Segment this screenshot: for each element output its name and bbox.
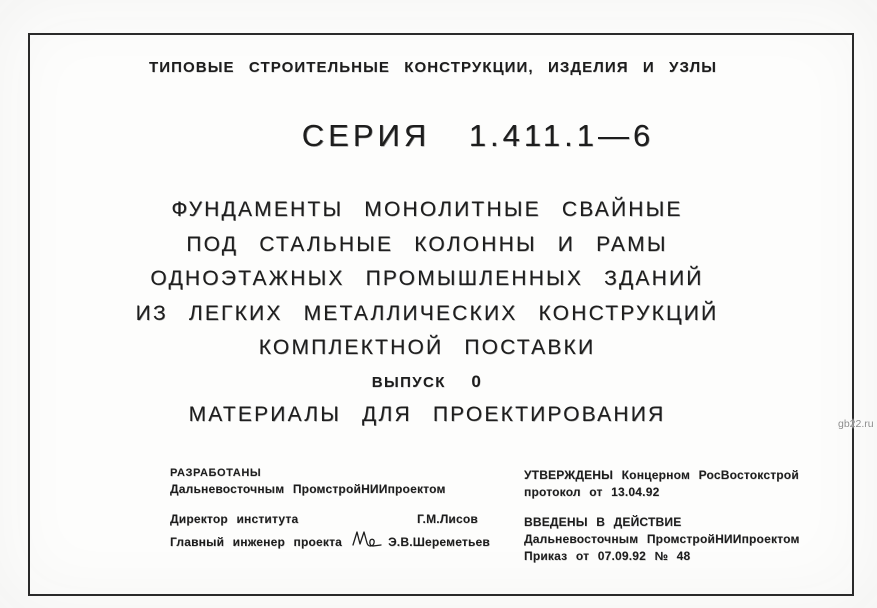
title-line-1: ФУНДАМЕНТЫ МОНОЛИТНЫЕ СВАЙНЫЕ [171, 198, 683, 221]
title-line-3: ОДНОЭТАЖНЫХ ПРОМЫШЛЕННЫХ ЗДАНИЙ [150, 267, 704, 290]
order-line: Приказ от 07.09.92 № 48 [524, 549, 691, 563]
title-block [16, 193, 838, 432]
issue-label: ВЫПУСК [371, 373, 446, 391]
developed-organization: Дальневосточным ПромстройНИИпроектом [170, 482, 446, 496]
signature-icon [350, 528, 384, 555]
title-line-2: ПОД СТАЛЬНЫЕ КОЛОННЫ И РАМЫ [186, 232, 668, 256]
document-subtitle: МАТЕРИАЛЫ ДЛЯ ПРОЕКТИРОВАНИЯ [188, 402, 666, 426]
developed-label: РАЗРАБОТАНЫ [170, 467, 262, 479]
issue-line [16, 366, 838, 398]
director-role: Директор института [170, 512, 299, 526]
director-row [170, 511, 478, 528]
effect-line: ВВЕДЕНЫ В ДЕЙСТВИЕ [524, 515, 682, 529]
series-title: СЕРИЯ 1.411.1—6 [301, 118, 655, 153]
issue-number: 0 [471, 371, 483, 391]
chief-engineer-row [170, 528, 491, 551]
title-line-5: КОМПЛЕКТНОЙ ПОСТАВКИ [258, 336, 596, 359]
approved-line: УТВЕРЖДЕНЫ Концерном РосВостокстрой [524, 468, 799, 482]
effect-organization: Дальневосточным ПромстройНИИпроектом [524, 532, 800, 546]
approved-by-block [524, 467, 840, 565]
director-name: Г.М.Лисов [417, 512, 478, 526]
document-type-heading: ТИПОВЫЕ СТРОИТЕЛЬНЫЕ КОНСТРУКЦИИ, ИЗДЕЛИЯ И УЗЛЫ [149, 59, 717, 76]
watermark: gb22.ru [838, 418, 874, 430]
chief-engineer-role: Главный инженер проекта [170, 535, 343, 549]
title-line-4: ИЗ ЛЕГКИХ МЕТАЛЛИЧЕСКИХ КОНСТРУКЦИЙ [135, 301, 719, 325]
protocol-line: протокол от 13.04.92 [524, 485, 660, 499]
chief-engineer-name: Э.В.Шереметьев [388, 535, 491, 549]
page-border-frame [28, 33, 854, 596]
developed-by-block [170, 465, 491, 551]
